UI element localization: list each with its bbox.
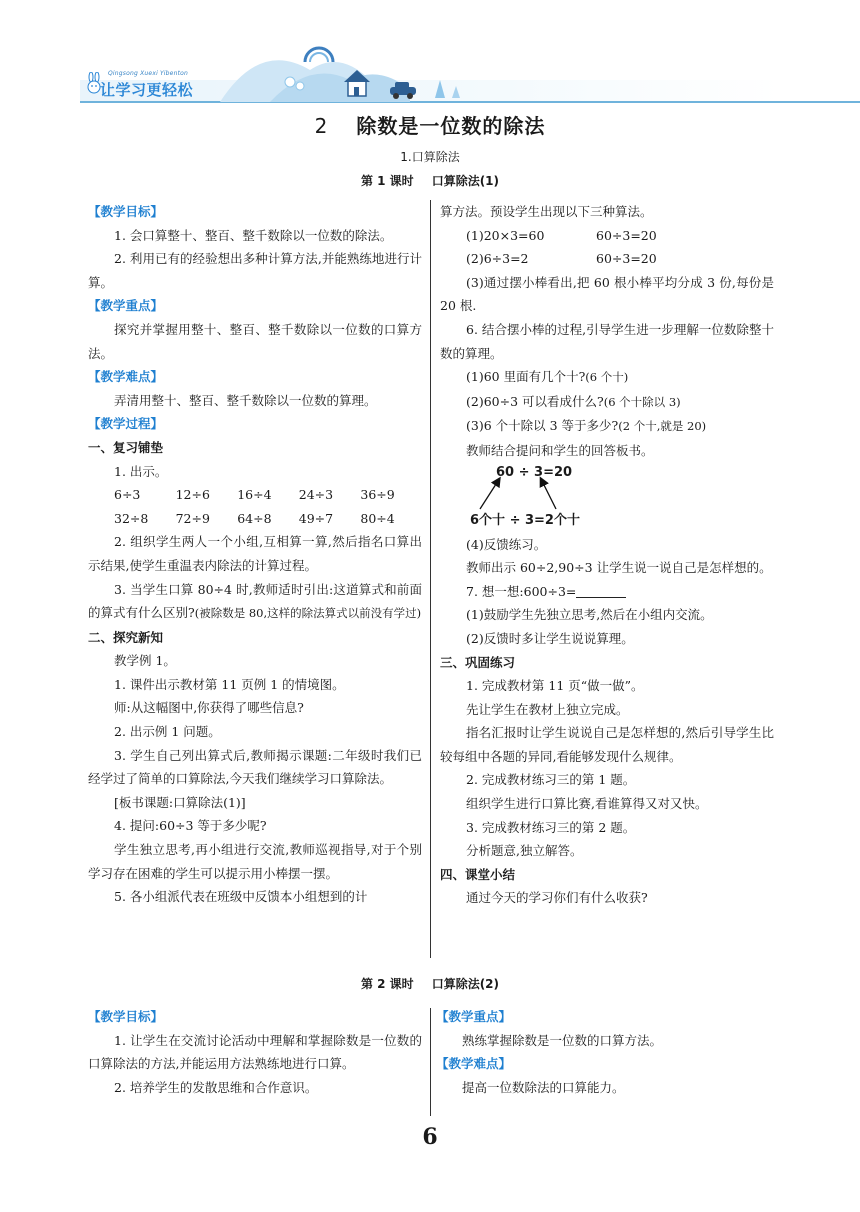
board-note: [板书课题:口算除法(1)] xyxy=(114,794,246,810)
step-text: (1)鼓励学生先独立思考,然后在小组内交流。 xyxy=(466,607,713,623)
lesson1-left-column xyxy=(88,200,422,909)
question-text: (3)6 个十除以 3 等于多少? xyxy=(466,418,619,434)
board-diagram xyxy=(440,463,774,533)
key-text: 熟练掌握除数是一位数的口算方法。 xyxy=(462,1032,663,1048)
method-step: (1)20×3=60 xyxy=(466,227,545,243)
question-answer: (2 个十,就是 20) xyxy=(618,419,707,434)
diagram-equation-bottom: 6个十 ÷ 3=2个十 xyxy=(470,512,580,528)
calc-item: 16÷4 xyxy=(237,487,272,503)
section-heading: 一、复习铺垫 xyxy=(88,439,164,455)
step-text: 5. 各小组派代表在班级中反馈本小组想到的计 xyxy=(114,889,368,905)
question xyxy=(440,390,774,415)
calc-item: 36÷9 xyxy=(360,487,395,503)
calc-item: 72÷9 xyxy=(175,510,210,526)
goal-item: 1. 让学生在交流讨论活动中理解和掌握除数是一位数的口算除法的方法,并能运用方法熟练地进行口算。 xyxy=(88,1032,422,1072)
lesson2-number: 第 2 课时 xyxy=(360,977,414,991)
method-step: 60÷3=20 xyxy=(596,251,657,267)
step-text: 4. 提问:60÷3 等于多少呢? xyxy=(114,818,267,834)
goal-header: 【教学目标】 xyxy=(88,204,164,219)
header-banner xyxy=(80,40,780,102)
calc-item: 64÷8 xyxy=(237,510,272,526)
step-text: 组织学生进行口算比赛,看谁算得又对又快。 xyxy=(466,796,708,812)
section-title: 1.口算除法 xyxy=(400,150,460,164)
step-text: (4)反馈练习。 xyxy=(466,536,547,552)
step-text: 6. 结合摆小棒的过程,引导学生进一步理解一位数除整十数的算理。 xyxy=(440,321,774,361)
step-text: 教学例 1。 xyxy=(114,653,176,669)
lesson1-right-column xyxy=(440,200,774,910)
chapter-number: 2 xyxy=(314,114,329,138)
step-text: 2. 组织学生两人一个小组,互相算一算,然后指名口算出示结果,使学生重温表内除法的计算过程。 xyxy=(88,534,422,573)
continued-text: 算方法。预设学生出现以下三种算法。 xyxy=(440,204,653,219)
lesson2-subtitle: 口算除法(2) xyxy=(431,977,500,991)
question-text: (1)60 里面有几个十? xyxy=(466,369,586,385)
goal-item: 1. 会口算整十、整百、整千数除以一位数的除法。 xyxy=(114,227,393,243)
section-heading: 三、巩固练习 xyxy=(440,654,516,670)
lesson2-left-column xyxy=(88,1005,422,1099)
method-row xyxy=(440,224,774,248)
page-number: 6 xyxy=(422,1124,438,1150)
step-text: 通过今天的学习你们有什么收获? xyxy=(466,890,648,906)
section-heading: 四、课堂小结 xyxy=(440,866,516,882)
difficulty-header: 【教学难点】 xyxy=(88,369,164,385)
column-divider xyxy=(430,1008,431,1116)
step-text: 学生独立思考,再小组进行交流,教师巡视指导,对于个别学习存在困难的学生可以提示用小棒摆一摆。 xyxy=(88,842,422,881)
goal-item: 2. 利用已有的经验想出多种计算方法,并能熟练地进行计算。 xyxy=(88,251,422,290)
calc-item: 12÷6 xyxy=(175,487,210,503)
step-text: 1. 完成教材第 11 页“做一做”。 xyxy=(466,678,644,694)
step-text: 2. 完成教材练习三的第 1 题。 xyxy=(466,772,636,788)
question xyxy=(440,414,774,439)
step-text: 教师结合提问和学生的回答板书。 xyxy=(466,442,654,458)
step-text: 师:从这幅图中,你获得了哪些信息? xyxy=(114,700,304,716)
process-header: 【教学过程】 xyxy=(88,416,164,432)
answer-blank xyxy=(576,583,626,598)
lesson2-right-column xyxy=(436,1005,770,1099)
scenery-illustration xyxy=(200,40,500,102)
lesson1-number: 第 1 课时 xyxy=(360,174,414,188)
key-header: 【教学重点】 xyxy=(436,1009,512,1024)
key-text: 探究并掌握用整十、整百、整千数除以一位数的口算方法。 xyxy=(88,321,422,361)
goal-header: 【教学目标】 xyxy=(88,1009,164,1024)
lesson2-title xyxy=(0,975,860,992)
calc-row xyxy=(88,507,422,531)
step-text: 教师出示 60÷2,90÷3 让学生说一说自己是怎样想的。 xyxy=(466,560,772,576)
section-heading: 二、探究新知 xyxy=(88,629,164,645)
goal-item: 2. 培养学生的发散思维和合作意识。 xyxy=(114,1079,318,1095)
question-answer: (6 个十除以 3) xyxy=(603,394,681,409)
step-text: 1. 课件出示教材第 11 页例 1 的情境图。 xyxy=(114,676,345,692)
question-answer: (6 个十) xyxy=(585,370,629,385)
calc-item: 80÷4 xyxy=(360,510,395,526)
calc-item: 49÷7 xyxy=(298,510,334,526)
diagram-equation-top: 60 ÷ 3=20 xyxy=(496,464,573,480)
calc-row xyxy=(88,483,422,507)
method-row xyxy=(440,247,774,271)
question-text: (2)60÷3 可以看成什么? xyxy=(466,393,604,409)
think-prompt: 7. 想一想:600÷3= xyxy=(466,583,577,599)
step-text: (2)反馈时多让学生说说算理。 xyxy=(466,630,634,646)
calc-item: 6÷3 xyxy=(114,487,141,503)
step-text: 先让学生在教材上独立完成。 xyxy=(466,701,629,717)
question xyxy=(440,365,774,390)
difficulty-text: 弄清用整十、整百、整千数除以一位数的算理。 xyxy=(114,392,377,408)
chapter-name: 除数是一位数的除法 xyxy=(356,114,546,138)
step-text: 3. 完成教材练习三的第 2 题。 xyxy=(466,819,636,835)
step-text: 3. 学生自己列出算式后,教师揭示课题:二年级时我们已经学过了简单的口算除法,今天我们继续学习口算除法。 xyxy=(88,747,422,787)
key-header: 【教学重点】 xyxy=(88,298,164,314)
logo-pinyin: Qingsong Xuexi Yibenton xyxy=(108,70,189,77)
step-text: 指名汇报时让学生说说自己是怎样想的,然后引导学生比较每组中各题的异同,看能够发现什么规律。 xyxy=(440,725,774,764)
step-text: 1. 出示。 xyxy=(114,463,168,479)
calc-item: 24÷3 xyxy=(298,487,334,503)
step-text: 分析题意,独立解答。 xyxy=(466,843,583,859)
method-step: (2)6÷3=2 xyxy=(466,251,529,267)
lesson1-title xyxy=(0,172,860,189)
step-note: (被除数是 80,这样的除法算式以前没有学过) xyxy=(194,606,422,621)
column-divider xyxy=(430,200,431,958)
step-text: 2. 出示例 1 问题。 xyxy=(114,724,221,740)
logo-text: 让学习更轻松 xyxy=(100,81,194,99)
step-main: 3. 当学生口算 80÷4 时,教师适时引出:这道算式和前面的算式有什么区别? xyxy=(88,581,422,621)
lesson1-subtitle: 口算除法(1) xyxy=(431,174,500,188)
difficulty-text: 提高一位数除法的口算能力。 xyxy=(462,1079,625,1095)
step-text xyxy=(440,580,774,604)
step-text xyxy=(88,578,422,626)
difficulty-header: 【教学难点】 xyxy=(436,1056,512,1072)
calc-item: 32÷8 xyxy=(114,510,149,526)
method-text: (3)通过摆小棒看出,把 60 根小棒平均分成 3 份,每份是 20 根. xyxy=(440,274,774,314)
chapter-title xyxy=(0,110,860,139)
method-step: 60÷3=20 xyxy=(596,227,657,243)
